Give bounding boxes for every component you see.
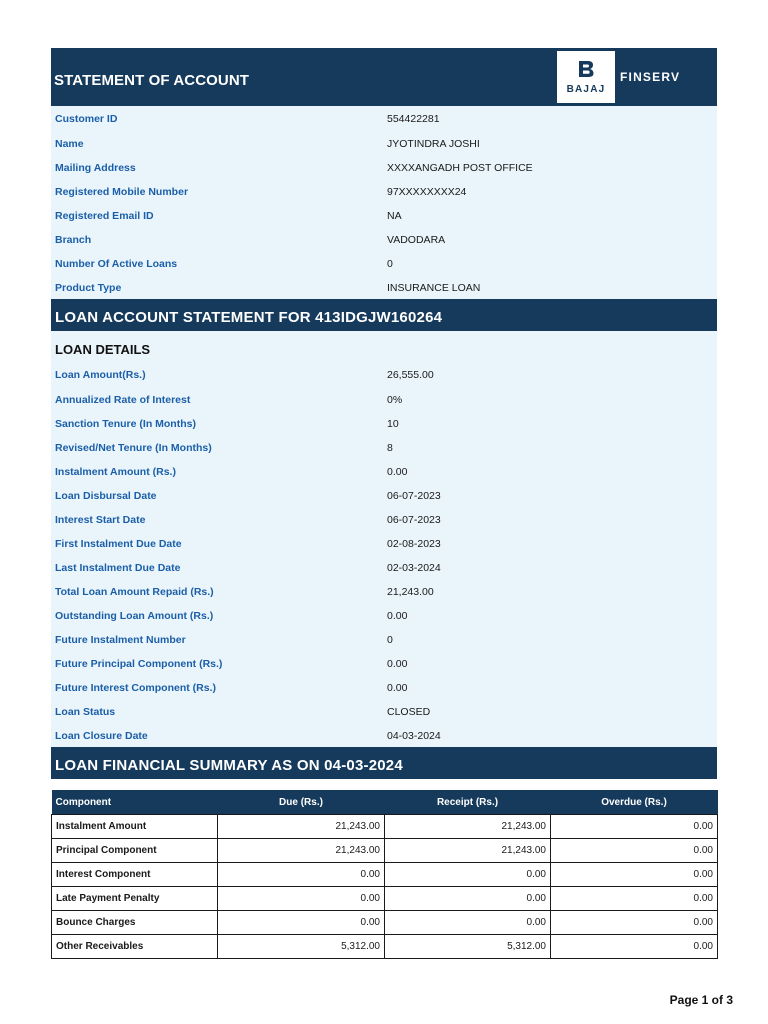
receipt-cell: 21,243.00 xyxy=(385,839,551,863)
due-cell: 21,243.00 xyxy=(218,815,385,839)
table-row xyxy=(52,887,718,911)
field-value: VADODARA xyxy=(387,234,446,246)
due-cell: 0.00 xyxy=(218,887,385,911)
component-cell: Late Payment Penalty xyxy=(52,887,218,911)
logo-brand-text: FINSERV xyxy=(620,70,681,84)
column-header-due: Due (Rs.) xyxy=(218,790,385,815)
due-cell: 5,312.00 xyxy=(218,935,385,959)
due-cell: 0.00 xyxy=(218,911,385,935)
field-value: INSURANCE LOAN xyxy=(387,282,481,294)
field-label: Interest Start Date xyxy=(55,514,146,526)
loan-details-title: LOAN DETAILS xyxy=(55,342,151,357)
field-label: Revised/Net Tenure (In Months) xyxy=(55,442,212,454)
field-value: 06-07-2023 xyxy=(387,514,441,526)
field-label: Loan Disbursal Date xyxy=(55,490,157,502)
due-cell: 21,243.00 xyxy=(218,839,385,863)
field-row-total-loan-amount-repaid-rs xyxy=(51,579,717,603)
field-row-first-instalment-due-date xyxy=(51,531,717,555)
loan-account-section-header xyxy=(51,299,717,331)
field-label: Annualized Rate of Interest xyxy=(55,394,191,406)
field-label: Product Type xyxy=(55,282,122,294)
field-row-loan-closure-date xyxy=(51,723,717,747)
field-label: Loan Closure Date xyxy=(55,730,148,742)
component-cell: Principal Component xyxy=(52,839,218,863)
loan-details xyxy=(51,362,717,747)
field-value: NA xyxy=(387,210,402,222)
field-label: Number Of Active Loans xyxy=(55,258,178,270)
field-value: XXXXANGADH POST OFFICE xyxy=(387,162,533,174)
column-header-overdue: Overdue (Rs.) xyxy=(551,790,718,815)
field-row-number-of-active-loans xyxy=(51,251,717,275)
statement-page xyxy=(51,48,717,959)
field-value: 0.00 xyxy=(387,658,408,670)
field-row-outstanding-loan-amount-rs xyxy=(51,603,717,627)
field-row-loan-amount-rs xyxy=(51,362,717,387)
field-label: Instalment Amount (Rs.) xyxy=(55,466,176,478)
field-value: 02-03-2024 xyxy=(387,562,441,574)
customer-info xyxy=(51,106,717,299)
field-row-name xyxy=(51,131,717,155)
receipt-cell: 0.00 xyxy=(385,887,551,911)
field-row-registered-email-id xyxy=(51,203,717,227)
field-value: 26,555.00 xyxy=(387,369,434,381)
overdue-cell: 0.00 xyxy=(551,815,718,839)
field-label: Loan Amount(Rs.) xyxy=(55,369,146,381)
field-value: 02-08-2023 xyxy=(387,538,441,550)
field-label: Total Loan Amount Repaid (Rs.) xyxy=(55,586,214,598)
field-row-sanction-tenure-in-months xyxy=(51,411,717,435)
overdue-cell: 0.00 xyxy=(551,887,718,911)
field-value: 554422281 xyxy=(387,113,440,125)
column-header-component: Component xyxy=(52,790,218,815)
loan-details-subheader xyxy=(51,331,717,362)
financial-summary-body xyxy=(52,815,718,959)
field-value: JYOTINDRA JOSHI xyxy=(387,138,480,150)
overdue-cell: 0.00 xyxy=(551,839,718,863)
field-value: 0 xyxy=(387,258,393,270)
field-row-instalment-amount-rs xyxy=(51,459,717,483)
table-row xyxy=(52,911,718,935)
field-row-registered-mobile-number xyxy=(51,179,717,203)
field-value: 0.00 xyxy=(387,682,408,694)
bajaj-b-icon xyxy=(577,60,595,78)
overdue-cell: 0.00 xyxy=(551,935,718,959)
field-value: 0.00 xyxy=(387,610,408,622)
receipt-cell: 21,243.00 xyxy=(385,815,551,839)
component-cell: Interest Component xyxy=(52,863,218,887)
field-value: 04-03-2024 xyxy=(387,730,441,742)
overdue-cell: 0.00 xyxy=(551,911,718,935)
field-row-revised-net-tenure-in-months xyxy=(51,435,717,459)
field-row-mailing-address xyxy=(51,155,717,179)
component-cell: Instalment Amount xyxy=(52,815,218,839)
field-label: Future Interest Component (Rs.) xyxy=(55,682,217,694)
field-row-future-instalment-number xyxy=(51,627,717,651)
field-label: First Instalment Due Date xyxy=(55,538,182,550)
field-row-future-principal-component-rs xyxy=(51,651,717,675)
field-label: Registered Email ID xyxy=(55,210,154,222)
field-value: 8 xyxy=(387,442,393,454)
field-label: Loan Status xyxy=(55,706,116,718)
field-row-future-interest-component-rs xyxy=(51,675,717,699)
field-label: Branch xyxy=(55,234,92,246)
field-label: Mailing Address xyxy=(55,162,136,174)
field-row-customer-id xyxy=(51,106,717,131)
bajaj-logo xyxy=(557,51,615,103)
receipt-cell: 0.00 xyxy=(385,911,551,935)
field-label: Name xyxy=(55,138,84,150)
field-value: 0 xyxy=(387,634,393,646)
field-row-annualized-rate-of-interest xyxy=(51,387,717,411)
receipt-cell: 0.00 xyxy=(385,863,551,887)
field-label: Outstanding Loan Amount (Rs.) xyxy=(55,610,214,622)
field-row-branch xyxy=(51,227,717,251)
table-row xyxy=(52,815,718,839)
statement-title: STATEMENT OF ACCOUNT xyxy=(54,72,250,89)
field-label: Sanction Tenure (In Months) xyxy=(55,418,196,430)
field-value: 10 xyxy=(387,418,399,430)
field-label: Customer ID xyxy=(55,113,118,125)
field-row-loan-disbursal-date xyxy=(51,483,717,507)
column-header-receipt: Receipt (Rs.) xyxy=(385,790,551,815)
table-row xyxy=(52,935,718,959)
due-cell: 0.00 xyxy=(218,863,385,887)
field-row-last-instalment-due-date xyxy=(51,555,717,579)
component-cell: Other Receivables xyxy=(52,935,218,959)
page-number: Page 1 of 3 xyxy=(669,993,733,1007)
loan-account-section-title: LOAN ACCOUNT STATEMENT FOR 413IDGJW160264 xyxy=(55,309,443,326)
overdue-cell: 0.00 xyxy=(551,863,718,887)
field-value: 0.00 xyxy=(387,466,408,478)
field-value: 97XXXXXXXX24 xyxy=(387,186,467,198)
table-row xyxy=(52,839,718,863)
field-label: Future Principal Component (Rs.) xyxy=(55,658,223,670)
financial-summary-title: LOAN FINANCIAL SUMMARY AS ON 04-03-2024 xyxy=(55,757,403,774)
field-value: CLOSED xyxy=(387,706,431,718)
field-label: Future Instalment Number xyxy=(55,634,186,646)
table-row xyxy=(52,863,718,887)
component-cell: Bounce Charges xyxy=(52,911,218,935)
section-spacer xyxy=(51,779,717,790)
field-value: 21,243.00 xyxy=(387,586,434,598)
table-header-row xyxy=(52,790,718,815)
financial-summary-section-header xyxy=(51,747,717,779)
logo-text: BAJAJ xyxy=(566,84,606,95)
field-row-loan-status xyxy=(51,699,717,723)
field-label: Registered Mobile Number xyxy=(55,186,189,198)
field-row-interest-start-date xyxy=(51,507,717,531)
field-row-product-type xyxy=(51,275,717,299)
field-label: Last Instalment Due Date xyxy=(55,562,181,574)
field-value: 06-07-2023 xyxy=(387,490,441,502)
field-value: 0% xyxy=(387,394,403,406)
receipt-cell: 5,312.00 xyxy=(385,935,551,959)
financial-summary-table xyxy=(51,790,718,959)
statement-header xyxy=(51,48,717,106)
